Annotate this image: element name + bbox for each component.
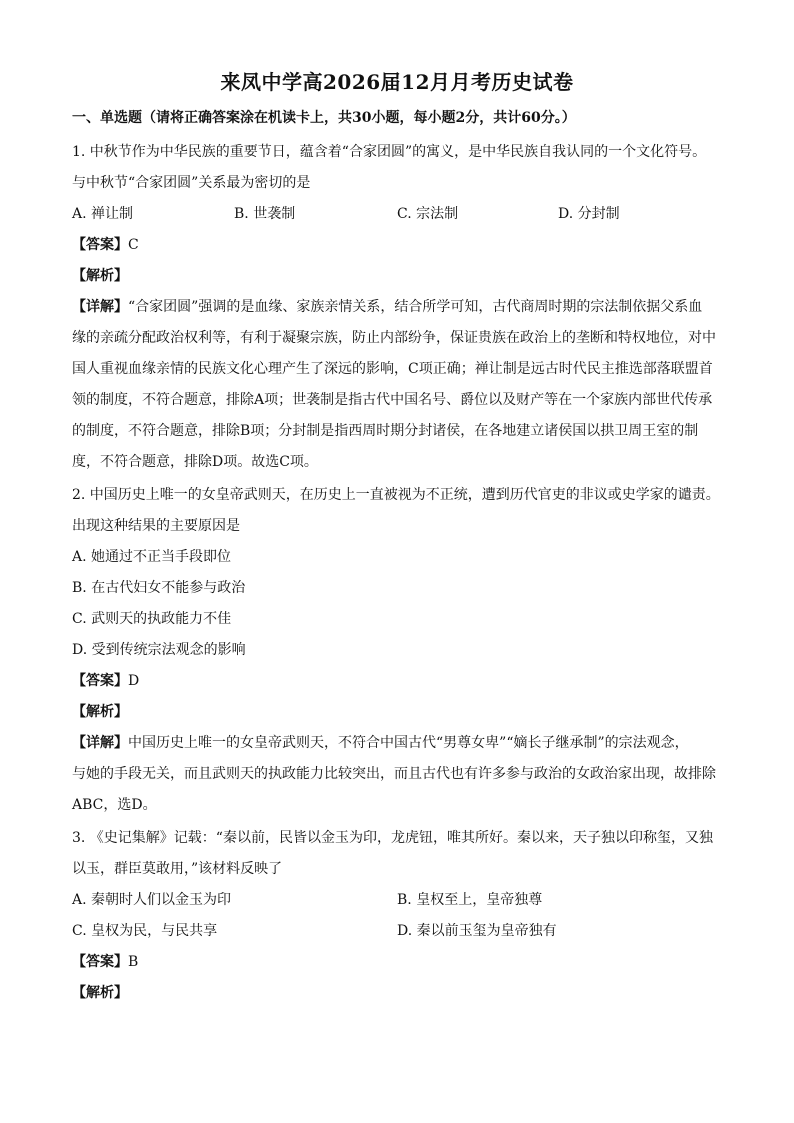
- q2-detail-line: 与她的手段无关，而且武则天的执政能力比较突出，而且古代也有许多参与政治的女政治家出现，故排除: [72, 766, 716, 782]
- q1-option-d: D. 分封制: [558, 206, 620, 222]
- q2-option-c: C. 武则天的执政能力不佳: [72, 611, 232, 627]
- q1-stem-line-2: 与中秋节“合家团圆”关系最为密切的是: [72, 175, 311, 191]
- q1-detail-line: 的制度，不符合题意，排除B项；分封制是指西周时期分封诸侯，在各地建立诸侯国以拱卫周王室的制: [72, 423, 699, 439]
- q3-stem-line-2: 以玉，群臣莫敢用，”该材料反映了: [72, 861, 283, 877]
- exam-title: 来凤中学高2026届12月月考历史试卷: [220, 70, 574, 94]
- q1-detail-line: 缘的亲疏分配政治权利等，有利于凝聚宗族，防止内部纷争，保证贵族在政治上的垄断和特权地位，对中: [72, 330, 716, 346]
- q3-stem-line-1: 3. 《史记集解》记载：“秦以前，民皆以金玉为印，龙虎钮，唯其所好。秦以来，天子独以印称玺，又独: [72, 830, 713, 846]
- q2-detail-line: ABC，选D。: [72, 797, 157, 813]
- q3-analysis-label: 【解析】: [72, 985, 128, 1001]
- section-header: 一、单选题（请将正确答案涂在机读卡上，共30小题，每小题2分，共计60分。）: [72, 110, 576, 126]
- q1-detail-line: 领的制度，不符合题意，排除A项；世袭制是指古代中国名号、爵位以及财产等在一个家族内部世代传承: [72, 392, 713, 408]
- q2-option-d: D. 受到传统宗法观念的影响: [72, 642, 246, 658]
- q2-detail-line: 【详解】中国历史上唯一的女皇帝武则天，不符合中国古代“男尊女卑”“嫡长子继承制”的宗法观念，: [72, 735, 689, 751]
- q1-detail-line: 国人重视血缘亲情的民族文化心理产生了深远的影响，C项正确；禅让制是远古时代民主推选部落联盟首: [72, 361, 713, 377]
- q1-option-c: C. 宗法制: [397, 206, 459, 222]
- q1-answer: 【答案】C: [72, 237, 139, 253]
- q2-stem-line-1: 2. 中国历史上唯一的女皇帝武则天，在历史上一直被视为不正统，遭到历代官吏的非议或史学家的谴责。: [72, 487, 720, 503]
- q2-option-b: B. 在古代妇女不能参与政治: [72, 580, 246, 596]
- q3-option-a: A. 秦朝时人们以金玉为印: [72, 892, 232, 908]
- q1-stem-line-1: 1. 中秋节作为中华民族的重要节日，蕴含着“合家团圆”的寓义，是中华民族自我认同的一个文化符号。: [72, 144, 707, 160]
- q1-detail-line: 度，不符合题意，排除D项。故选C项。: [72, 454, 318, 470]
- q2-option-a: A. 她通过不正当手段即位: [72, 549, 232, 565]
- q3-option-b: B. 皇权至上，皇帝独尊: [397, 892, 543, 908]
- q2-analysis-label: 【解析】: [72, 704, 128, 720]
- q3-option-d: D. 秦以前玉玺为皇帝独有: [397, 923, 557, 939]
- q2-stem-line-2: 出现这种结果的主要原因是: [72, 518, 240, 534]
- q3-answer: 【答案】B: [72, 954, 139, 970]
- q1-option-a: A. 禅让制: [72, 206, 134, 222]
- q1-detail-line: 【详解】“合家团圆”强调的是血缘、家族亲情关系，结合所学可知，古代商周时期的宗法制依据父系血: [72, 299, 703, 315]
- q1-analysis-label: 【解析】: [72, 268, 128, 284]
- q1-option-b: B. 世袭制: [234, 206, 296, 222]
- q2-answer: 【答案】D: [72, 673, 140, 689]
- q3-option-c: C. 皇权为民，与民共享: [72, 923, 218, 939]
